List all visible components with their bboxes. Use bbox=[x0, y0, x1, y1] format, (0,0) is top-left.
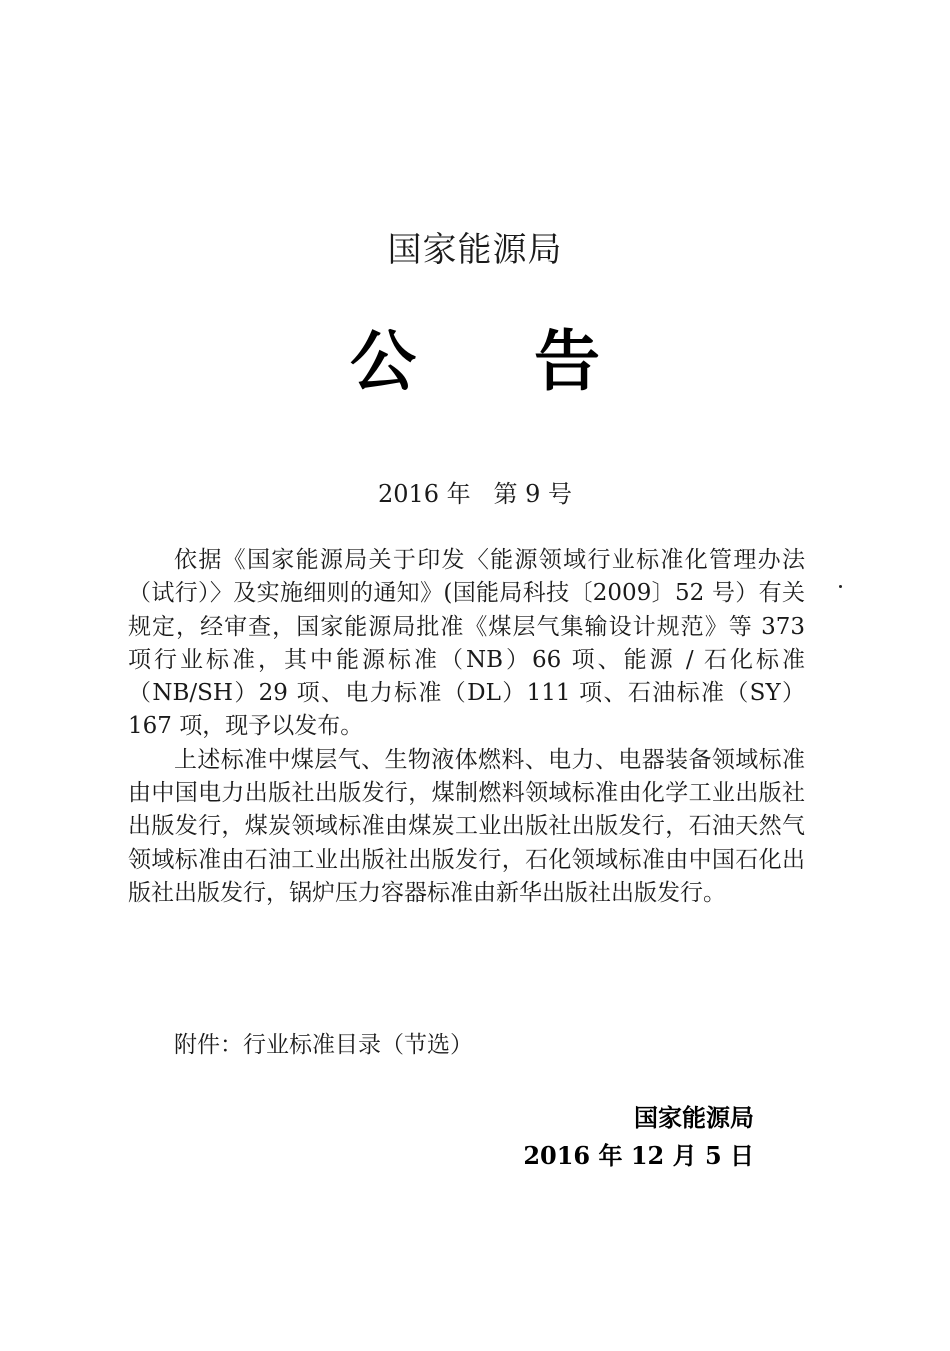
signature-organization: 国家能源局 bbox=[634, 1104, 754, 1132]
scan-speck bbox=[839, 585, 842, 588]
document-title: 公告 bbox=[350, 323, 718, 400]
announcement-body bbox=[128, 544, 805, 910]
attachment-line: 附件：行业标准目录（节选） bbox=[174, 1032, 473, 1058]
signature-date: 2016 年 12 月 5 日 bbox=[523, 1141, 754, 1170]
issuer-name: 国家能源局 bbox=[387, 230, 563, 270]
body-paragraph-2: 上述标准中煤层气、生物液体燃料、电力、电器装备领域标准由中国电力出版社出版发行，煤制燃料领域标准由化学工业出版社出版发行，煤炭领域标准由煤炭工业出版社出版发行，石油天然气领域标准由石油工业出版社出版发行，石化领域标准由中国石化出版社出版发行，锅炉压力容器标准由新华出版社出版发行。 bbox=[128, 746, 805, 906]
document-number: 2016 年 第 9 号 bbox=[377, 480, 573, 508]
body-paragraph-1: 依据《国家能源局关于印发〈能源领域行业标准化管理办法（试行）〉及实施细则的通知》(国能局科技〔2009〕52 号）有关规定，经审查，国家能源局批准《煤层气集输设计规范》等 373 项行业标准，其中能源标准（NB）66 项、能源 / 石化标准（NB/SH）29 项、电力标准（DL）111 项、石油标准（SY）167 项，现予以发布。 bbox=[128, 547, 805, 740]
